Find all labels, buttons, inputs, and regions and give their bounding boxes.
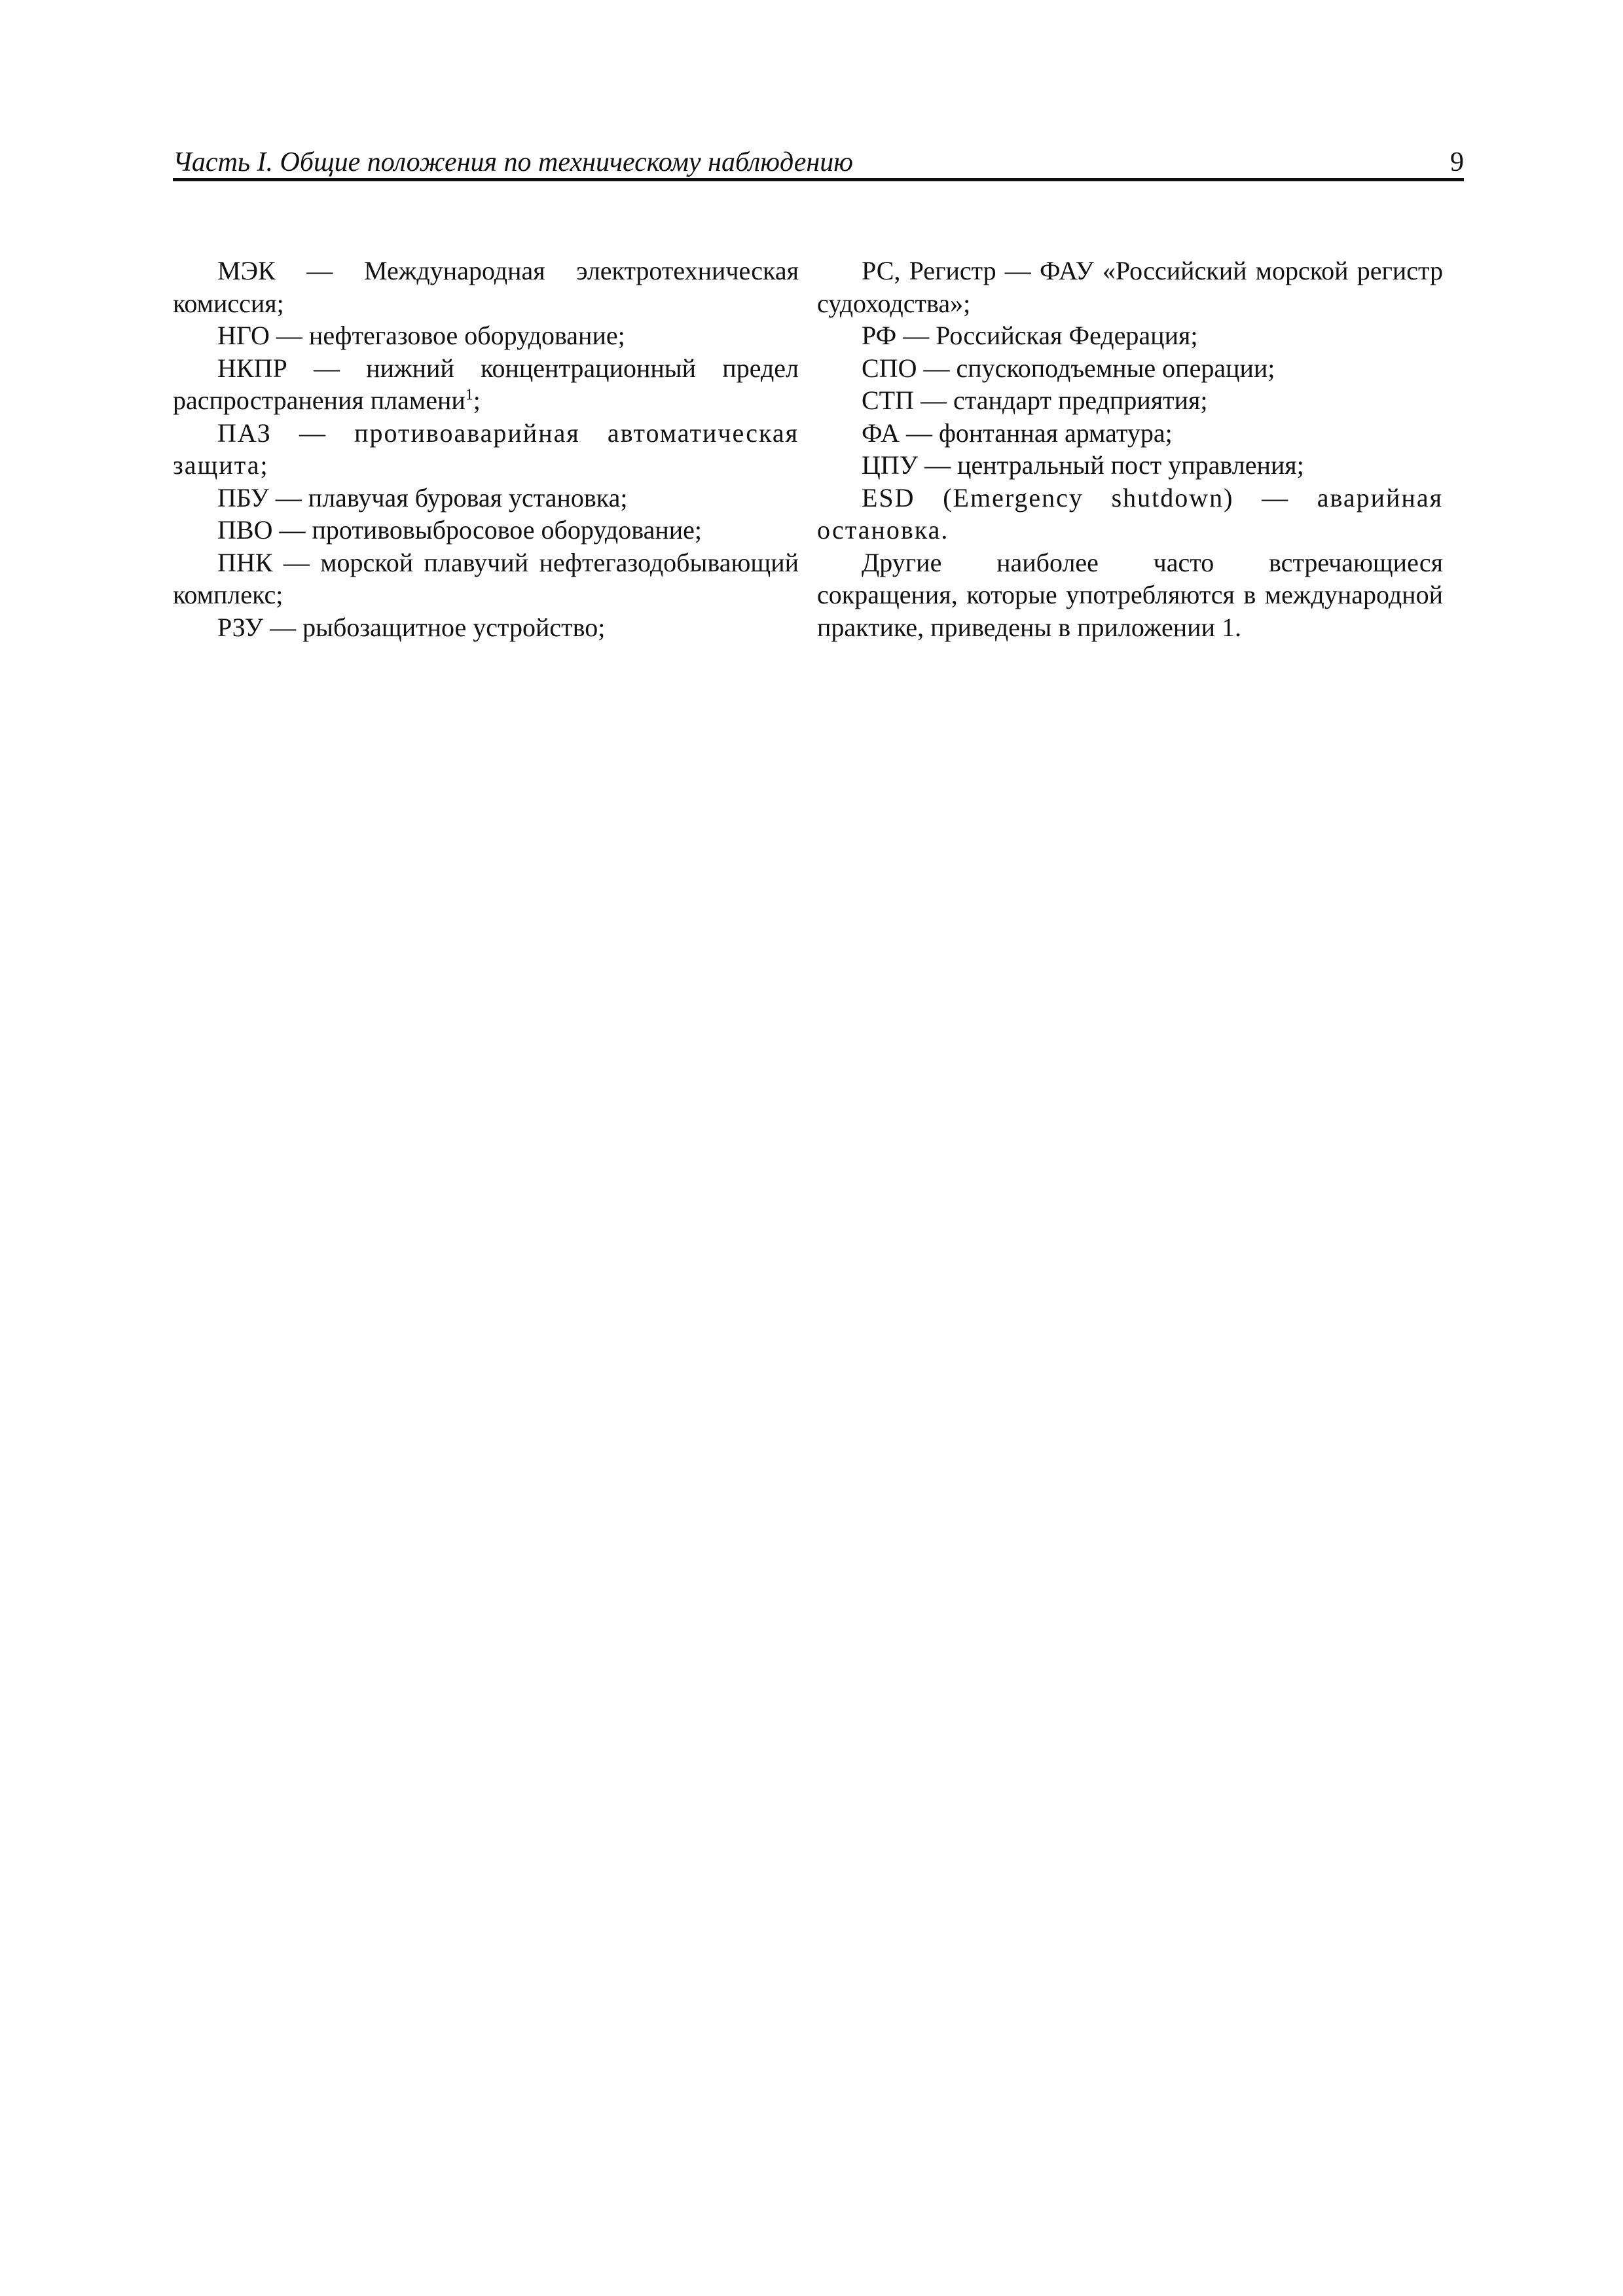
abbreviation-term: ЦПУ bbox=[862, 450, 919, 480]
abbreviation-entry bbox=[817, 384, 1443, 417]
abbreviation-definition: противовыбросовое оборудование; bbox=[312, 515, 702, 545]
abbreviation-definition: морской плавучий нефтегазодобывающий комплекс; bbox=[173, 547, 799, 609]
abbreviation-definition: противоаварийная автоматическая защита; bbox=[173, 418, 799, 480]
dash: — bbox=[306, 256, 333, 285]
dash: — bbox=[923, 353, 950, 383]
dash: — bbox=[276, 321, 302, 350]
abbreviation-definition: нефтегазовое оборудование; bbox=[308, 321, 625, 350]
abbreviation-term: ПНК bbox=[217, 547, 273, 577]
abbreviations-column-right bbox=[817, 255, 1443, 643]
dash: — bbox=[1262, 482, 1290, 512]
page-number: 9 bbox=[1450, 147, 1464, 177]
abbreviation-entry bbox=[173, 482, 799, 514]
abbreviation-term: ESD (Emergency shutdown) bbox=[862, 482, 1234, 512]
abbreviation-entry bbox=[173, 319, 799, 352]
abbreviation-definition: Российская Федерация; bbox=[936, 321, 1198, 350]
dash: — bbox=[270, 612, 297, 642]
dash: — bbox=[279, 515, 306, 545]
abbreviation-entry bbox=[173, 611, 799, 644]
abbreviation-definition: стандарт предприятия; bbox=[953, 386, 1208, 415]
abbreviation-definition: нижний концентрационный предел распространения пламени bbox=[173, 353, 799, 415]
abbreviation-definition: ФАУ «Российский морской регистр судоходства»; bbox=[817, 256, 1444, 318]
abbreviation-term: СТП bbox=[862, 386, 914, 415]
abbreviation-entry bbox=[173, 255, 799, 319]
abbreviation-definition: спускоподъемные операции; bbox=[956, 353, 1275, 383]
abbreviation-term: НГО bbox=[217, 321, 270, 350]
abbreviation-term: РЗУ bbox=[217, 612, 264, 642]
dash: — bbox=[905, 418, 932, 448]
abbreviations-column-left bbox=[173, 255, 799, 643]
dash: — bbox=[299, 418, 327, 448]
abbreviation-entry bbox=[817, 352, 1443, 385]
dash: — bbox=[924, 450, 951, 480]
abbreviation-term: РС, Регистр bbox=[862, 256, 996, 285]
dash: — bbox=[1004, 256, 1031, 285]
abbreviation-definition: центральный пост управления; bbox=[957, 450, 1304, 480]
abbreviation-entry bbox=[817, 449, 1443, 482]
footnote-reference: 1 bbox=[465, 386, 473, 404]
closing-paragraph: Другие наиболее часто встречающиеся сокращения, которые употребляются в международной практике, приведены в приложении 1. bbox=[817, 547, 1443, 642]
abbreviation-definition: плавучая буровая установка; bbox=[308, 482, 628, 512]
abbreviation-definition: Международная электротехническая комиссия; bbox=[173, 256, 799, 318]
abbreviation-term: ПАЗ bbox=[217, 418, 272, 448]
abbreviation-entry bbox=[817, 417, 1443, 450]
abbreviation-definition: аварийная остановка. bbox=[817, 482, 1443, 545]
abbreviation-entry bbox=[817, 319, 1443, 352]
abbreviation-definition: рыбозащитное устройство; bbox=[302, 612, 606, 642]
page-header bbox=[173, 145, 1464, 179]
running-header-title: Часть I. Общие положения по техническому наблюдению bbox=[173, 147, 853, 177]
abbreviation-entry bbox=[173, 547, 799, 611]
abbreviation-term: ПВО bbox=[217, 515, 273, 545]
dash: — bbox=[275, 482, 302, 512]
punctuation: ; bbox=[473, 386, 481, 415]
abbreviation-term: НКПР bbox=[217, 353, 287, 383]
dash: — bbox=[283, 547, 310, 577]
dash: — bbox=[921, 386, 947, 415]
abbreviation-entry bbox=[173, 417, 799, 482]
abbreviation-entry bbox=[173, 352, 799, 417]
abbreviation-definition: фонтанная арматура; bbox=[938, 418, 1173, 448]
abbreviation-term: РФ bbox=[862, 321, 897, 350]
abbreviation-term: СПО bbox=[862, 353, 917, 383]
dash: — bbox=[313, 353, 340, 383]
abbreviation-entry bbox=[817, 482, 1443, 547]
abbreviation-term: ПБУ bbox=[217, 482, 269, 512]
abbreviation-term: ФА bbox=[862, 418, 900, 448]
dash: — bbox=[903, 321, 930, 350]
abbreviation-entry bbox=[817, 255, 1443, 319]
header-rule bbox=[173, 178, 1464, 181]
abbreviation-term: МЭК bbox=[217, 256, 276, 285]
abbreviation-entry bbox=[173, 514, 799, 547]
